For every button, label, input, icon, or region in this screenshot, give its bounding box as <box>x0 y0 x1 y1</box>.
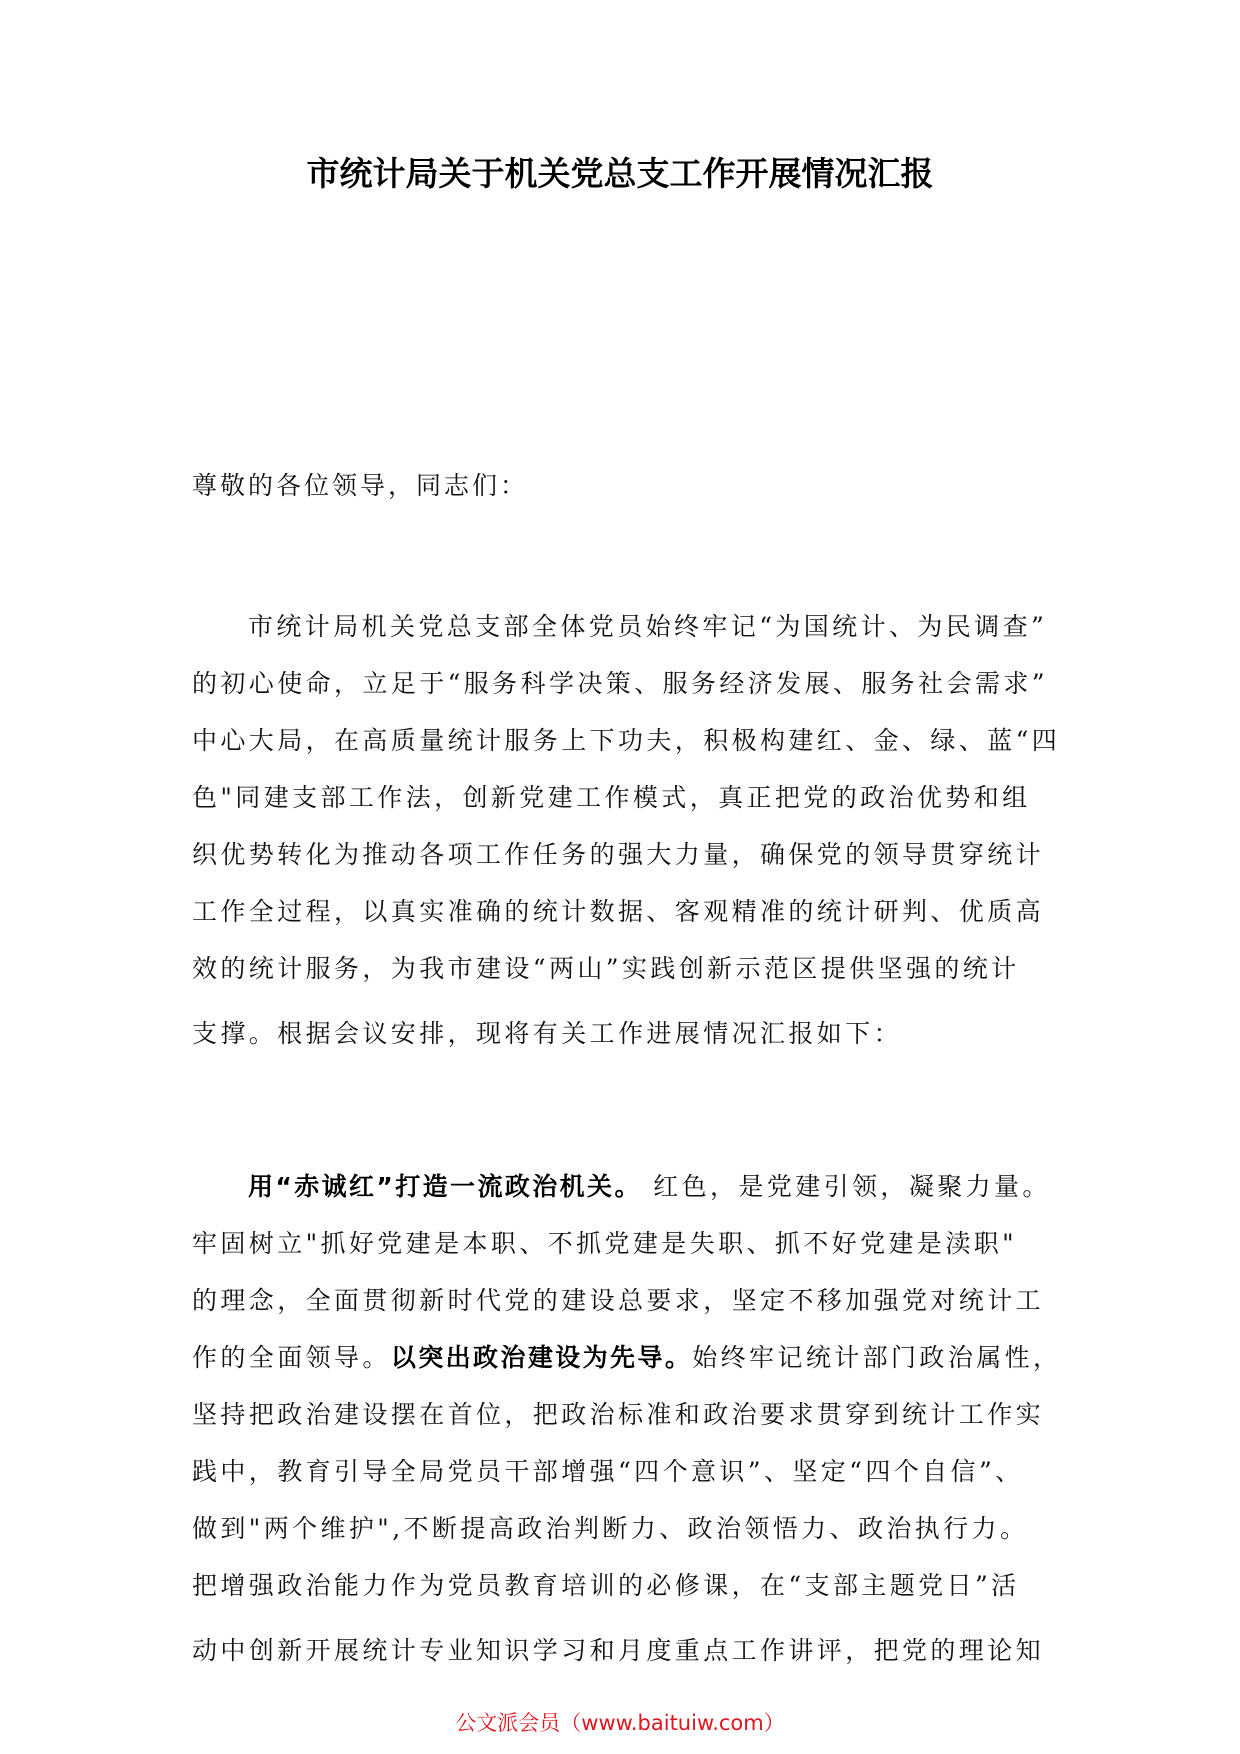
paragraph-line: 动中创新开展统计专业知识学习和月度重点工作讲评，把党的理论知 <box>192 1636 1045 1665</box>
paragraph-line: 的理念，全面贯彻新时代党的建设总要求，坚定不移加强党对统计工 <box>192 1286 1045 1315</box>
paragraph-line <box>192 1329 1062 1386</box>
document-title: 市统计局关于机关党总支工作开展情况汇报 <box>306 154 934 193</box>
paragraph-line <box>192 1158 1052 1215</box>
paragraph-line: 色"同建支部工作法，创新党建工作模式，真正把党的政治优势和组 <box>192 783 1031 812</box>
footer-watermark: 公文派会员（www.baituiw.com） <box>455 1711 785 1735</box>
paragraph-line: 牢固树立"抓好党建是本职、不抓党建是失职、抓不好党建是渎职" <box>192 1229 1018 1258</box>
paragraph-line: 工作全过程，以真实准确的统计数据、客观精准的统计研判、优质高 <box>192 897 1045 926</box>
paragraph-line: 织优势转化为推动各项工作任务的强大力量，确保党的领导贯穿统计 <box>192 840 1045 869</box>
paragraph-red-section <box>192 1158 1062 1679</box>
paragraph-line: 中心大局，在高质量统计服务上下功夫，积极构建红、金、绿、蓝“四 <box>192 726 1061 755</box>
paragraph-text: 始终牢记统计部门政治属性， <box>692 1343 1062 1372</box>
paragraph-text: 红色，是党建引领，凝聚力量。 <box>641 1172 1051 1201</box>
paragraph-line: 做到"两个维护",不断提高政治判断力、政治领悟力、政治执行力。 <box>192 1514 1029 1543</box>
paragraph-line: 效的统计服务，为我市建设“两山”实践创新示范区提供坚强的统计 <box>192 954 1020 983</box>
salutation: 尊敬的各位领导，同志们： <box>192 471 529 500</box>
paragraph-line: 把增强政治能力作为党员教育培训的必修课，在“支部主题党日”活 <box>192 1571 1020 1600</box>
subheading-bold: 以突出政治建设为先导。 <box>390 1343 693 1372</box>
paragraph-line: 的初心使命，立足于“服务科学决策、服务经济发展、服务社会需求” <box>192 669 1048 698</box>
paragraph-line: 践中，教育引导全局党员干部增强“四个意识”、坚定“四个自信”、 <box>192 1457 1024 1486</box>
paragraph-text: 作的全面领导。 <box>192 1343 391 1372</box>
section-heading-bold: 用“赤诚红”打造一流政治机关。 <box>248 1172 642 1201</box>
paragraph-intro <box>192 598 1061 1062</box>
paragraph-line: 坚持把政治建设摆在首位，把政治标准和政治要求贯穿到统计工作实 <box>192 1400 1045 1429</box>
paragraph-line: 市统计局机关党总支部全体党员始终牢记“为国统计、为民调查” <box>248 612 1048 641</box>
paragraph-line: 支撑。根据会议安排，现将有关工作进展情况汇报如下： <box>192 1019 903 1048</box>
